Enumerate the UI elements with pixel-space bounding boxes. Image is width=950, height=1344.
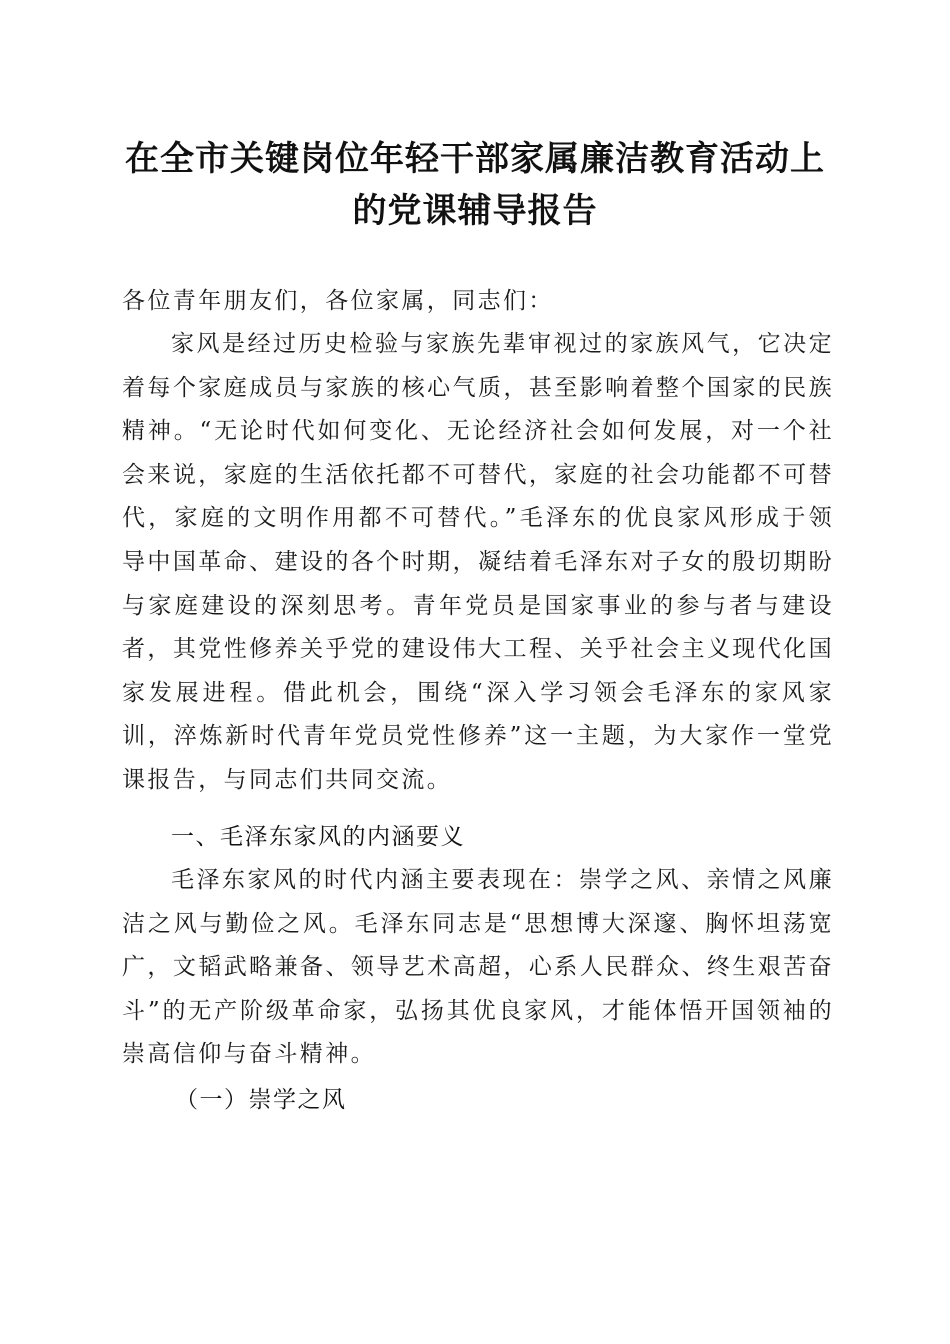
subsection-heading-1: （一）崇学之风 [175,1087,347,1113]
section-heading-1: 一、毛泽东家风的内涵要义 [171,824,465,850]
document-title [100,133,850,237]
title-line-2: 的党课辅导报告 [352,191,598,231]
title-line-1: 在全市关键岗位年轻干部家属廉洁教育活动上 [125,139,825,179]
salutation: 各位青年朋友们，各位家属，同志们： [122,288,554,314]
paragraph-section-1: 毛泽东家风的时代内涵主要表现在：崇学之风、亲情之风廉洁之风与勤俭之风。毛泽东同志是“思想博大深邃、胸怀坦荡宽广，文韬武略兼备、领导艺术高超，心系人民群众、终生艰苦奋斗”的无产阶级革命家，弘扬其优良家风，才能体悟开国领袖的崇高信仰与奋斗精神。 [122,867,834,1068]
paragraph-intro: 家风是经过历史检验与家族先辈审视过的家族风气，它决定着每个家庭成员与家族的核心气质，甚至影响着整个国家的民族精神。“无论时代如何变化、无论经济社会如何发展，对一个社会来说，家庭的生活依托都不可替代，家庭的社会功能都不可替代，家庭的文明作用都不可替代。”毛泽东的优良家风形成于领导中国革命、建设的各个时期，凝结着毛泽东对子女的殷切期盼与家庭建设的深刻思考。青年党员是国家事业的参与者与建设者，其党性修养关乎党的建设伟大工程、关乎社会主义现代化国家发展进程。借此机会，围绕“深入学习领会毛泽东的家风家训，淬炼新时代青年党员党性修养”这一主题，为大家作一堂党课报告，与同志们共同交流。 [122,331,834,793]
